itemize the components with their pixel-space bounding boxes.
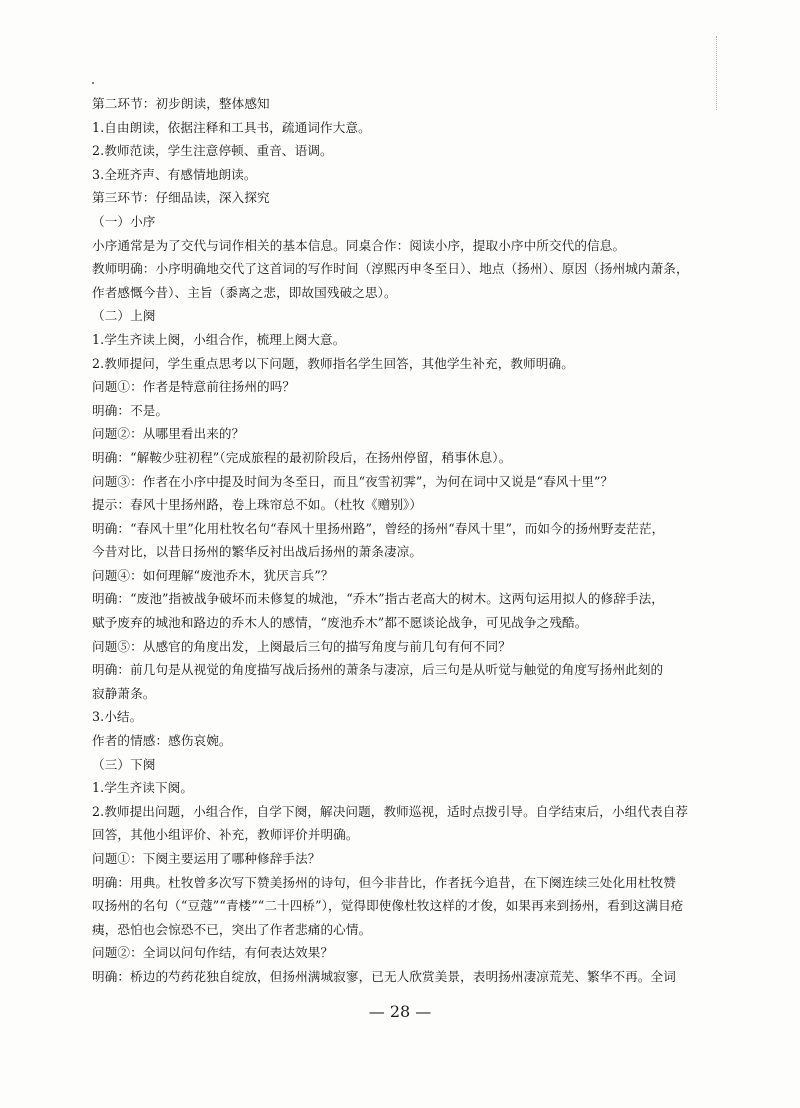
body-text [92, 92, 692, 989]
heading-stage-three: 第三环节：仔细品读，深入探究 [92, 190, 270, 206]
question-line: 问题①：作者是特意前往扬州的吗？ [92, 379, 296, 395]
edge-binding-mark [716, 36, 725, 110]
text-line: 2.教师提出问题，小组合作，自学下阕，解决问题，教师巡视，适时点拨引导。自学结束后，小组代表自荐 [92, 803, 689, 819]
scan-speck [92, 82, 94, 84]
text-line: 小序通常是为了交代与词作相关的基本信息。同桌合作：阅读小序，提取小序中所交代的信息。 [92, 237, 626, 253]
answer-line: 痍，恐怕也会惊恐不已，突出了作者悲痛的心情。 [92, 921, 372, 937]
text-line: 2.教师范读，学生注意停顿、重音、语调。 [92, 143, 333, 159]
answer-line: 明确：“解鞍少驻初程”（完成旅程的最初阶段后，在扬州停留，稍事休息）。 [92, 449, 512, 465]
answer-line: 明确：“废池”指被战争破坏而未修复的城池，“乔木”指古老高大的树木。这两句运用拟人的修辞手法， [92, 591, 664, 607]
answer-line: 明确：“春风十里”化用杜牧名句“春风十里扬州路”，曾经的扬州“春风十里”，而如今的扬州野麦茫茫， [92, 520, 665, 536]
question-line: 问题③：作者在小序中提及时间为冬至日，而且“夜雪初霁”，为何在词中又说是“春风十里”？ [92, 473, 614, 489]
subheading-preface: （一）小序 [92, 213, 156, 229]
hint-line: 提示：春风十里扬州路，卷上珠帘总不如。（杜牧《赠别》） [92, 497, 423, 513]
text-line: 3.全班齐声、有感情地朗读。 [92, 166, 257, 182]
text-line: 1.学生齐读下阕。 [92, 780, 194, 796]
answer-line: 叹扬州的名句（“豆蔻”“青楼”“二十四桥”），觉得即使像杜牧这样的才俊，如果再来到扬州，看到这满目疮 [92, 898, 684, 914]
subheading-upper-stanza: （二）上阕 [92, 308, 156, 324]
answer-line: 赋予废弃的城池和路边的乔木人的感情，“废池乔木”都不愿谈论战争，可见战争之残酷。 [92, 615, 588, 631]
text-line: 1.自由朗读，依据注释和工具书，疏通词作大意。 [92, 119, 371, 135]
answer-line: 寂静萧条。 [92, 685, 156, 701]
answer-line: 明确：用典。杜牧曾多次写下赞美扬州的诗句，但今非昔比，作者抚今追昔，在下阕连续三处化用杜牧赞 [92, 874, 676, 890]
answer-line: 明确：前几句是从视觉的角度描写战后扬州的萧条与凄凉，后三句是从听觉与触觉的角度写扬州此刻的 [92, 662, 664, 678]
heading-stage-two: 第二环节：初步朗读，整体感知 [92, 96, 270, 111]
text-line: 回答，其他小组评价、补充，教师评价并明确。 [92, 827, 359, 843]
text-line: 1.学生齐读上阕，小组合作，梳理上阕大意。 [92, 331, 346, 347]
text-line: 作者感慨今昔）、主旨（黍离之悲，即故国残破之思）。 [92, 284, 397, 300]
text-line: 2.教师提问，学生重点思考以下问题，教师指名学生回答，其他学生补充，教师明确。 [92, 355, 574, 371]
question-line: 问题②：全词以问句作结，有何表达效果？ [92, 945, 334, 961]
question-line: 问题⑤：从感官的角度出发，上阕最后三句的描写角度与前几句有何不同？ [92, 638, 511, 654]
page-number: — 28 — [368, 1002, 432, 1021]
answer-line: 明确：不是。 [92, 402, 169, 418]
question-line: 问题②：从哪里看出来的？ [92, 426, 245, 442]
answer-line: 明确：桥边的芍药花独自绽放，但扬州满城寂寥，已无人欣赏美景，表明扬州凄凉荒芜、繁华不再。全词 [92, 968, 676, 984]
text-line: 作者的情感：感伤哀婉。 [92, 733, 232, 749]
text-line: 3.小结。 [92, 709, 143, 725]
answer-line: 今昔对比，以昔日扬州的繁华反衬出战后扬州的萧条凄凉。 [92, 544, 423, 560]
question-line: 问题①：下阕主要运用了哪种修辞手法？ [92, 851, 321, 866]
subheading-lower-stanza: （三）下阕 [92, 756, 156, 772]
text-line: 教师明确：小序明确地交代了这首词的写作时间（淳熙丙申冬至日）、地点（扬州）、原因（扬州城内萧条， [92, 261, 689, 277]
question-line: 问题④：如何理解“废池乔木，犹厌言兵”？ [92, 567, 334, 583]
